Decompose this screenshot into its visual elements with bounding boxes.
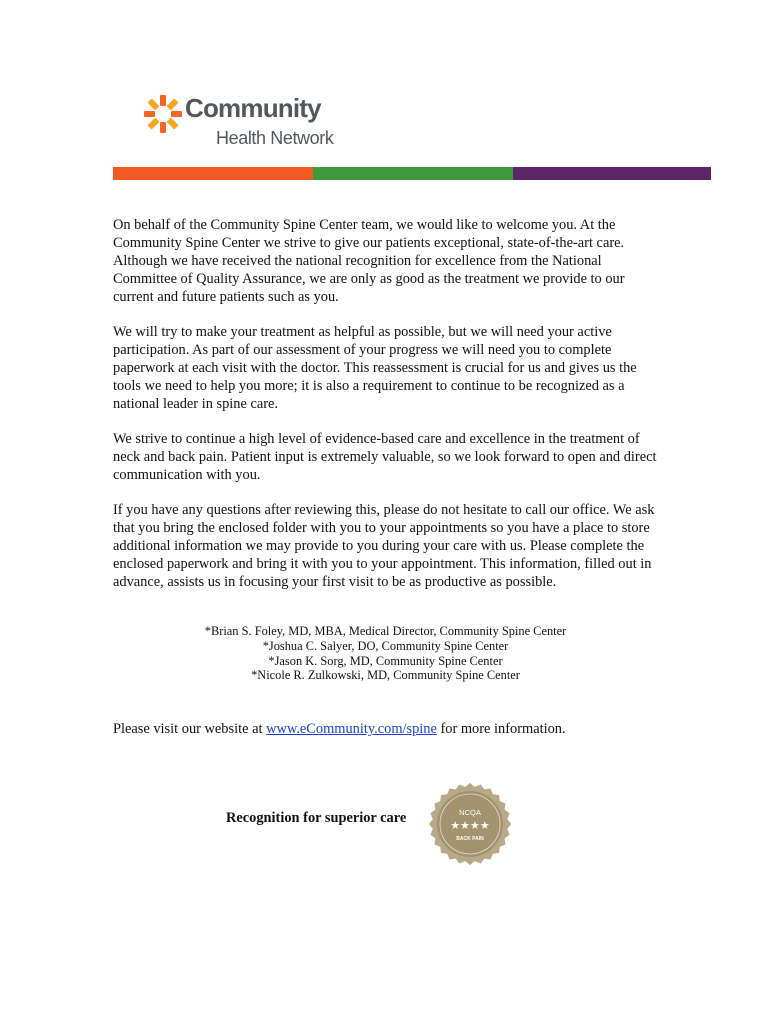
seal-program-text: BACK PAIN (456, 836, 484, 842)
logo-mark-petal (160, 122, 166, 133)
signature-foley: *Brian S. Foley, MD, MBA, Medical Director, Community Spine Center (204, 624, 567, 638)
letter-paragraph-evidence: We strive to continue a high level of evidence-based care and excellence in the treatment of neck and back pain. Patient input is extremely valuable, so we look forward to open and direct communication with you. (113, 431, 657, 483)
logo-mark-petal (167, 98, 179, 110)
signature-zulkowski: *Nicole R. Zulkowski, MD, Community Spine Center (251, 668, 520, 683)
website-text-before: Please visit our website at (113, 721, 267, 737)
website-link[interactable]: www.eCommunity.com/spine (266, 721, 437, 737)
logo-mark-petal (147, 118, 159, 130)
logo-mark-petal (144, 111, 155, 117)
community-star-logo-icon (143, 94, 183, 134)
logo-mark-center (157, 108, 169, 120)
recognition-label: Recognition for superior care (226, 810, 407, 826)
logo-mark-petal (147, 98, 159, 110)
color-bar-green (313, 167, 513, 180)
letter-body (113, 216, 658, 608)
logo-mark-petal (171, 111, 182, 117)
letter-paragraph-participation: We will try to make your treatment as helpful as possible, but we will need your active participation. As part of our assessment of your progress we will need you to complete paperwork at each visit with the doctor. This reassessment is crucial for us and gives us the tools we need to help you more; it is also a requirement to continue to be recognized as a national leader in spine care. (113, 324, 637, 412)
website-text-after: for more information. (436, 721, 566, 737)
logo-name: Community (185, 93, 321, 123)
community-health-network-logo (143, 92, 353, 154)
color-bar (113, 167, 711, 180)
logo-mark-petal (160, 95, 166, 106)
letter-paragraph-questions: If you have any questions after reviewing this, please do not hesitate to call our office. We ask that you bring the enclosed folder with you to your appointments so you have a place to store additional information we may provide to you during your care with us. Please complete the enclosed paperwork and bring it with you to your appointment. This information, filled out in advance, assists us in focusing your first visit to be as productive as possible. (113, 502, 655, 590)
color-bar-purple (513, 167, 711, 180)
website-line (113, 720, 673, 738)
color-bar-orange (113, 167, 313, 180)
ncqa-seal-icon (429, 783, 511, 865)
seal-org-text: NCQA (459, 808, 481, 817)
signature-salyer: *Joshua C. Salyer, DO, Community Spine Center (262, 638, 509, 653)
seal-stars: ★★★★ (450, 819, 490, 832)
logo-mark-petal (167, 118, 179, 130)
signature-list (113, 624, 658, 683)
letter-paragraph-welcome: On behalf of the Community Spine Center team, we would like to welcome you. At the Community Spine Center we strive to give our patients exceptional, state-of-the-art care. Although we have received the national recognition for excellence from the National Committee of Quality Assurance, we are only as good as the treatment we provide to our current and future patients such as you. (113, 217, 625, 305)
signature-sorg: *Jason K. Sorg, MD, Community Spine Center (268, 653, 503, 668)
logo-subtitle: Health Network (216, 128, 334, 148)
